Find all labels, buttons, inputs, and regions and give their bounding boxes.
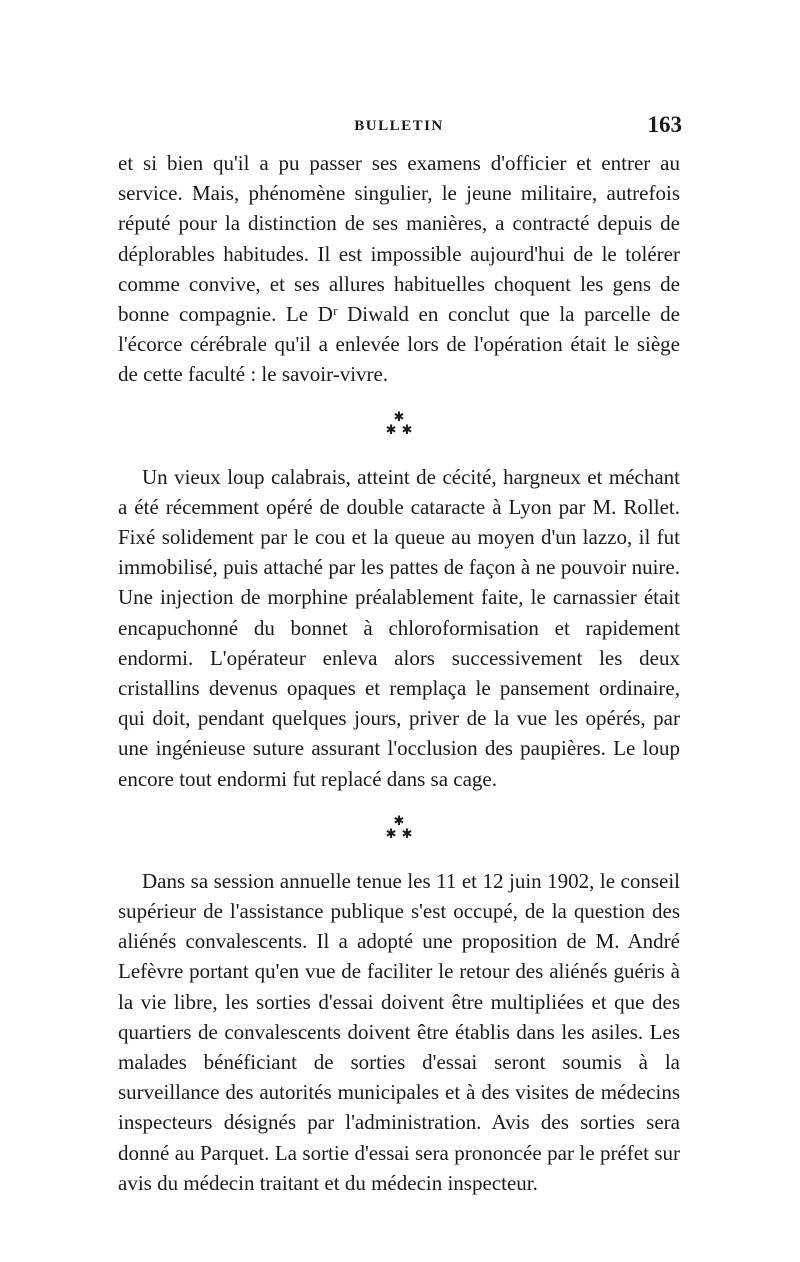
body-text	[118, 148, 680, 1198]
running-head	[118, 112, 680, 142]
running-title: BULLETIN	[354, 118, 444, 134]
asterism-ornament: ✱ ✱✱	[385, 408, 418, 437]
paragraph-wolf-cataract: Un vieux loup calabrais, atteint de cécité, hargneux et méchant a été récemment opéré de double cataracte à Lyon par M. Rollet. Fixé solidement par le cou et la queue au moyen d'un lazzo, il fut immobilisé, puis attaché par les pattes de façon à ne pouvoir nuire. Une injection de morphine préalablement faite, le carnassier était encapuchonné du bonnet à chloroformisation et rapidement endormi. L'opérateur enleva alors successivement les deux cristallins devenus opaques et remplaça le pansement ordinaire, qui doit, pendant quelques jours, priver de la vue les opérés, par une ingénieuse suture assurant l'occlusion des paupières. Le loup encore tout endormi fut replacé dans sa cage.	[118, 464, 680, 791]
paragraph-continuation: et si bien qu'il a pu passer ses examens d'officier et entrer au service. Mais, phénomène singulier, le jeune militaire, autrefois réputé pour la distinction de ses manières, a contracté depuis de déplorables habitudes. Il est impossible aujourd'hui de le tolérer comme convive, et ses allures habituelles choquent les gens de bonne compagnie. Le Dʳ Diwald en conclut que la parcelle de l'écorce cérébrale qu'il a enlevée lors de l'opération était le siège de cette faculté : le savoir-vivre.	[118, 151, 680, 387]
asterism-ornament: ✱ ✱✱	[385, 812, 418, 841]
page-number: 163	[647, 112, 682, 137]
section-separator	[118, 390, 680, 462]
section-separator	[118, 794, 680, 866]
paragraph-assistance-publique: Dans sa session annuelle tenue les 11 et 12 juin 1902, le conseil supérieur de l'assistance publique s'est occupé, de la question des aliénés convalescents. Il a adopté une proposition de M. André Lefèvre portant qu'en vue de faciliter le retour des aliénés guéris à la vie libre, les sorties d'essai doivent être multipliées et que des quartiers de convalescents doivent être établis dans les asiles. Les malades bénéficiant de sorties d'essai seront soumis à la surveillance des autorités municipales et à des visites de médecins inspecteurs désignés par l'administration. Avis des sorties sera donné au Parquet. La sortie d'essai sera prononcée par le préfet sur avis du médecin traitant et du médecin inspecteur.	[118, 868, 680, 1195]
